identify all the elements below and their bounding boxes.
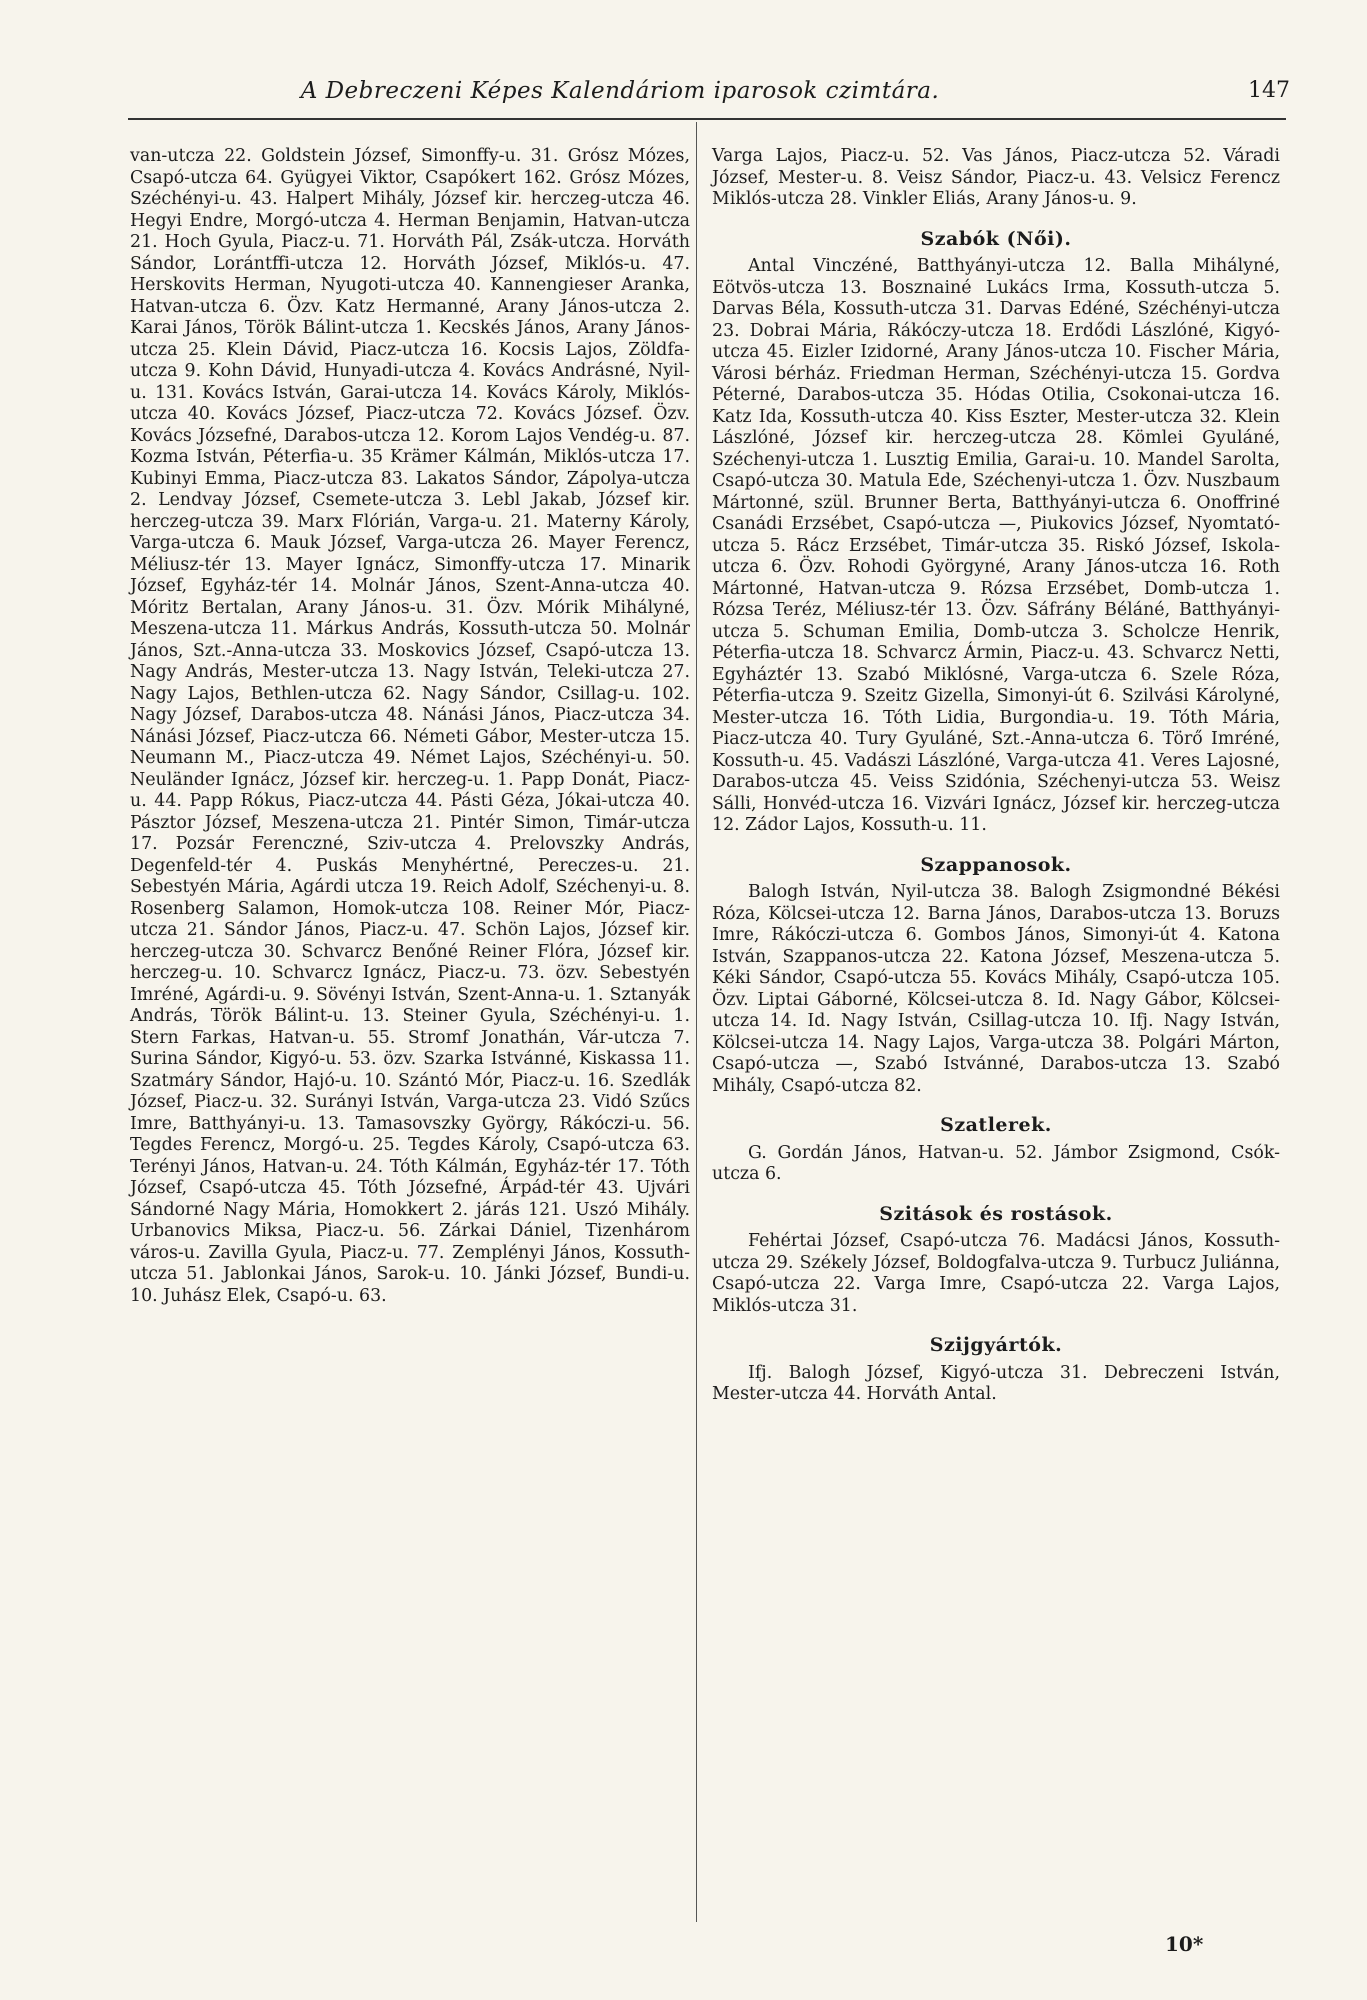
page-number: 147 — [1248, 78, 1290, 103]
header-rule — [128, 118, 1286, 120]
section-szappanosok — [712, 855, 1280, 1098]
right-column-intro: Varga Lajos, Piacz-u. 52. Vas János, Piacz-utcza 52. Váradi József, Mester-u. 8. Veisz Sándor, Piacz-u. 43. Velsicz Ferencz Miklós-utcza 28. Vinkler Eliás, Arany János-u. 9. — [712, 146, 1280, 209]
section-heading: Szijgyártók. — [929, 1334, 1063, 1356]
section-text: Ifj. Balogh József, Kigyó-utcza 31. Debreczeni István, Mester-utcza 44. Horváth Antal. — [712, 1362, 1280, 1404]
section-text: Antal Vinczéné, Batthyányi-utcza 12. Balla Mihályné, Eötvös-utcza 13. Bosznainé Lukács Irma, Kossuth-utcza 5. Darvas Béla, Kossuth-utcza 31. Darvas Edéné, Széchényi-utcza 23. Dobrai Mária, Rákóczy-utcza 18. Erdődi Lászlóné, Kigyó-utcza 45. Eizler Izidorné, Arany János-utcza 10. Fischer Mária, Városi bérház. Friedman Herman, Széchényi-utcza 15. Gordva Péterné, Darabos-utcza 35. Hódas Otilia, Csokonai-utcza 16. Katz Ida, Kossuth-utcza 40. Kiss Eszter, Mester-utcza 32. Klein Lászlóné, József kir. herczeg-utcza 28. Kömlei Gyuláné, Széchenyi-utcza 1. Lusztig Emilia, Garai-u. 10. Mandel Sarolta, Csapó-utcza 30. Matula Ede, Széchenyi-utcza 1. Özv. Nuszbaum Mártonné, szül. Brunner Berta, Batthyányi-utcza 6. Onoffriné Csanádi Erzsébet, Csapó-utcza —, Piukovics József, Nyomtató-utcza 5. Rácz Erzsébet, Timár-utcza 35. Riskó József, Iskola-utcza 6. Özv. Rohodi Györgyné, Arany János-utcza 16. Roth Mártonné, Hatvan-utcza 9. Rózsa Erzsébet, Domb-utcza 1. Rózsa Teréz, Méliusz-tér 13. Özv. Sáfrány Béláné, Batthyányi-utcza 5. Schuman Emilia, Domb-utcza 3. Scholcze Henrik, Péterfia-utcza 18. Schvarcz Ármin, Piacz-u. 43. Schvarcz Netti, Egyháztér 13. Szabó Miklósné, Varga-utcza 6. Szele Róza, Péterfia-utcza 9. Szeitz Gizella, Simonyi-út 6. Szilvási Károlyné, Mester-utcza 16. Tóth Lidia, Burgondia-u. 19. Tóth Mária, Piacz-utcza 40. Tury Gyuláné, Szt.-Anna-utcza 6. Törő Imréné, Kossuth-u. 45. Vadászi Lászlóné, Varga-utcza 41. Veres Lajosné, Darabos-utcza 45. Veiss Szidónia, Széchenyi-utcza 53. Weisz Sálli, Honvéd-utcza 16. Vizvári Ignácz, József kir. herczeg-utcza 12. Zádor Lajos, Kossuth-u. 11. — [712, 256, 1280, 835]
section-heading: Szabók (Női). — [920, 227, 1072, 250]
section-heading: Szatlerek. — [940, 1114, 1052, 1136]
section-text: Fehértai József, Csapó-utcza 76. Madácsi János, Kossuth-utcza 29. Székely József, Boldogfalva-utcza 9. Turbucz Juliánna, Csapó-utcza 22. Varga Imre, Csapó-utcza 22. Varga Lajos, Miklós-utcza 31. — [712, 1231, 1280, 1316]
section-szatlerek — [712, 1115, 1280, 1186]
section-szabok-noi — [712, 229, 1280, 837]
signature-mark: 10* — [1165, 1932, 1204, 1956]
section-heading: Szitások és rostások. — [879, 1202, 1113, 1225]
right-column — [712, 146, 1280, 1406]
left-column-text: van-utcza 22. Goldstein József, Simonffy-u. 31. Grósz Mózes, Csapó-utcza 64. Gyügyei Viktor, Csapókert 162. Grósz Mózes, Széchényi-u. 43. Halpert Mihály, József kir. herczeg-utcza 46. Hegyi Endre, Morgó-utcza 4. Herman Benjamin, Hatvan-utcza 21. Hoch Gyula, Piacz-u. 71. Horváth Pál, Zsák-utcza. Horváth Sándor, Lorántffi-utcza 12. Horváth József, Miklós-u. 47. Herskovits Herman, Nyugoti-utcza 40. Kannengieser Aranka, Hatvan-utcza 6. Özv. Katz Hermanné, Arany János-utcza 2. Karai János, Török Bálint-utcza 1. Kecskés János, Arany János-utcza 25. Klein Dávid, Piacz-utcza 16. Kocsis Lajos, Zöldfa-utcza 9. Kohn Dávid, Hunyadi-utcza 4. Kovács Andrásné, Nyil-u. 131. Kovács István, Garai-utcza 14. Kovács Károly, Miklós-utcza 40. Kovács József, Piacz-utcza 72. Kovács József. Özv. Kovács Józsefné, Darabos-utcza 12. Korom Lajos Vendég-u. 87. Kozma István, Péterfia-u. 35 Krämer Kálmán, Miklós-utcza 17. Kubinyi Emma, Piacz-utcza 83. Lakatos Sándor, Zápolya-utcza 2. Lendvay József, Csemete-utcza 3. Lebl Jakab, József kir. herczeg-utcza 39. Marx Flórián, Varga-u. 21. Materny Károly, Varga-utcza 6. Mauk József, Varga-utcza 26. Mayer Ferencz, Méliusz-tér 13. Mayer Ignácz, Simonffy-utcza 17. Minarik József, Egyház-tér 14. Molnár János, Szent-Anna-utcza 40. Móritz Bertalan, Arany János-u. 31. Özv. Mórik Mihályné, Meszena-utcza 11. Márkus András, Kossuth-utcza 50. Molnár János, Szt.-Anna-utcza 33. Moskovics József, Csapó-utcza 13. Nagy András, Mester-utcza 13. Nagy István, Teleki-utcza 27. Nagy Lajos, Bethlen-utcza 62. Nagy Sándor, Csillag-u. 102. Nagy József, Darabos-utcza 48. Nánási János, Piacz-utcza 34. Nánási József, Piacz-utcza 66. Németi Gábor, Mester-utcza 15. Neumann M., Piacz-utcza 49. Német Lajos, Széchényi-u. 50. Neuländer Ignácz, József kir. herczeg-u. 1. Papp Donát, Piacz-u. 44. Papp Rókus, Piacz-utcza 44. Pásti Géza, Jókai-utcza 40. Pásztor József, Meszena-utcza 21. Pintér Simon, Timár-utcza 17. Pozsár Ferenczné, Sziv-utcza 4. Prelovszky András, Degenfeld-tér 4. Puskás Menyhértné, Pereczes-u. 21. Sebestyén Mária, Agárdi utcza 19. Reich Adolf, Széchenyi-u. 8. Rosenberg Salamon, Homok-utcza 108. Reiner Mór, Piacz-utcza 21. Sándor János, Piacz-u. 47. Schön Lajos, József kir. herczeg-utcza 30. Schvarcz Benőné Reiner Flóra, József kir. herczeg-u. 10. Schvarcz Ignácz, Piacz-u. 73. özv. Sebestyén Imréné, Agárdi-u. 9. Sövényi István, Szent-Anna-u. 1. Sztanyák András, Török Bálint-u. 13. Steiner Gyula, Széchényi-u. 1. Stern Farkas, Hatvan-u. 55. Stromf Jonathán, Vár-utcza 7. Surina Sándor, Kigyó-u. 53. özv. Szarka Istvánné, Kiskassa 11. Szatmáry Sándor, Hajó-u. 10. Szántó Mór, Piacz-u. 16. Szedlák József, Piacz-u. 32. Surányi István, Varga-utcza 23. Vidó Szűcs Imre, Batthyányi-u. 13. Tamasovszky György, Rákóczi-u. 56. Tegdes Ferencz, Morgó-u. 25. Tegdes Károly, Csapó-utcza 63. Terényi János, Hatvan-u. 24. Tóth Kálmán, Egyház-tér 17. Tóth József, Csapó-utcza 45. Tóth Józsefné, Árpád-tér 43. Ujvári Sándorné Nagy Mária, Homokkert 2. járás 121. Uszó Mihály. Urbanovics Miksa, Piacz-u. 56. Zárkai Dániel, Tizenhárom város-u. Zavilla Gyula, Piacz-u. 77. Zemplényi János, Kossuth-utcza 51. Jablonkai János, Sarok-u. 10. Jánki József, Bundi-u. 10. Juhász Elek, Csapó-u. 63. — [130, 146, 690, 1306]
section-szijgyartok — [712, 1335, 1280, 1406]
page-header — [120, 78, 1290, 118]
section-text: G. Gordán János, Hatvan-u. 52. Jámbor Zsigmond, Csók-utcza 6. — [712, 1142, 1280, 1184]
section-text: Balogh István, Nyil-utcza 38. Balogh Zsigmondné Békési Róza, Kölcsei-utcza 12. Barna János, Darabos-utcza 13. Boruzs Imre, Rákóczi-utcza 6. Gombos János, Simonyi-út 4. Katona István, Szappanos-utcza 22. Katona József, Meszena-utcza 5. Kéki Sándor, Csapó-utcza 55. Kovács Mihály, Csapó-utcza 105. Özv. Liptai Gáborné, Kölcsei-utcza 8. Id. Nagy Gábor, Kölcsei-utcza 14. Id. Nagy István, Csillag-utcza 10. Ifj. Nagy István, Kölcsei-utcza 14. Nagy Lajos, Varga-utcza 38. Polgári Márton, Csapó-utcza —, Szabó Istvánné, Darabos-utcza 13. Szabó Mihály, Csapó-utcza 82. — [712, 882, 1280, 1096]
left-column — [130, 146, 690, 1307]
section-heading: Szappanosok. — [920, 853, 1072, 876]
column-divider — [696, 122, 697, 1922]
section-szitasok — [712, 1204, 1280, 1318]
running-title: A Debreczeni Képes Kalendáriom iparosok czimtára. — [300, 78, 940, 104]
